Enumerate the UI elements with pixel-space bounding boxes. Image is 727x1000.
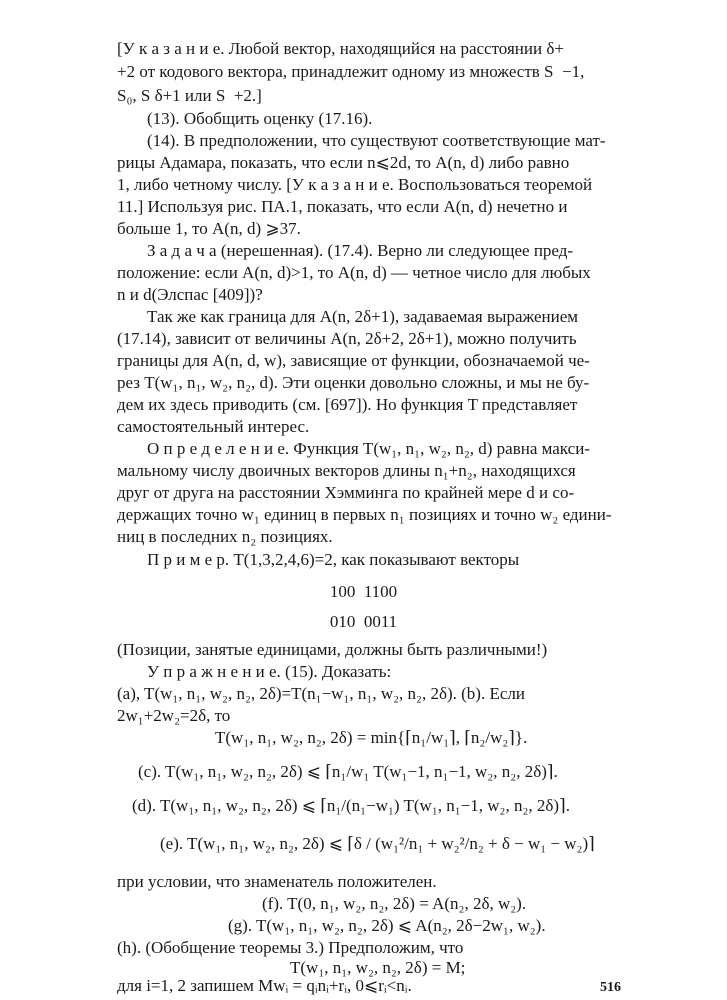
text-line: мальному числу двоичных векторов длины n₁+n₂, находящихся [117,461,576,480]
text-line: положение: если A(n, d)>1, то A(n, d) — четное число для любых [117,263,591,282]
text-line: n и d(Элспас [409])? [117,285,263,304]
formula-e: (e). T(w₁, n₁, w₂, n₂, 2δ) ⩽ ⌈δ / (w₁²/n₁ + w₂²/n₂ + δ − w₁ − w₂)⌉ [160,834,595,853]
text-line: (a), T(w₁, n₁, w₂, n₂, 2δ)=T(n₁−w₁, n₁, w₂, n₂, 2δ). (b). Если [117,684,525,703]
text-line: +2 от кодового вектора, принадлежит одному из множеств S −1, [117,62,585,81]
text-line: О п р е д е л е н и е. Функция T(w₁, n₁, w₂, n₂, d) равна макси- [147,439,590,458]
text-line: друг от друга на расстоянии Хэмминга по крайней мере d и со- [117,483,575,502]
text-line: З а д а ч а (нерешенная). (17.4). Верно ли следующее пред- [147,241,574,260]
page-number: 516 [600,980,621,995]
text-line: при условии, что знаменатель положителен. [117,872,437,891]
text-line: S₀, S δ+1 или S +2.] [117,86,262,105]
text-line: рез T(w₁, n₁, w₂, n₂, d). Эти оценки довольно сложны, и мы не бу- [117,373,590,392]
text-line: дем их здесь приводить (см. [697]). Но функция T представляет [117,395,578,414]
text-line: Так же как граница для A(n, 2δ+1), задаваемая выражением [147,307,579,326]
text-line: держащих точно w₁ единиц в первых n₁ позициях и точно w₂ едини- [117,505,612,524]
formula-h: T(w₁, n₁, w₂, n₂, 2δ) = M; [290,958,466,977]
text-line: У п р а ж н е н и е. (15). Доказать: [147,662,392,681]
text-line: самостоятельный интерес. [117,417,310,436]
text-line: 2w₁+2w₂=2δ, то [117,706,231,725]
text-line: больше 1, то A(n, d) ⩾37. [117,219,301,238]
formula-g: (g). T(w₁, n₁, w₂, n₂, 2δ) ⩽ A(n₂, 2δ−2w₁, w₂). [228,916,546,935]
formula-d: (d). T(w₁, n₁, w₂, n₂, 2δ) ⩽ ⌈n₁/(n₁−w₁) T(w₁, n₁−1, w₂, n₂, 2δ)⌉. [132,796,570,815]
text-line: 11.] Используя рис. ПА.1, показать, что если A(n, d) нечетно и [117,197,568,216]
text-line: (17.14), зависит от величины A(n, 2δ+2, 2δ+1), можно получить [117,329,577,348]
formula-f: (f). T(0, n₁, w₂, n₂, 2δ) = A(n₂, 2δ, w₂). [262,894,527,913]
text-line: П р и м е р. T(1,3,2,4,6)=2, как показывают векторы [147,550,520,569]
text-line: для i=1, 2 запишем Mwᵢ = qᵢnᵢ+rᵢ, 0⩽rᵢ<nᵢ. [117,976,412,995]
text-line: [У к а з а н и е. Любой вектор, находящийся на расстоянии δ+ [117,39,564,58]
formula-b: T(w₁, n₁, w₂, n₂, 2δ) = min{⌈n₁/w₁⌉, ⌈n₂/w₂⌉}. [215,728,528,747]
vector-line: 100 1100 [329,582,398,601]
vector-line: 010 0011 [329,612,398,631]
text-line: (13). Обобщить оценку (17.16). [147,109,373,128]
text-line: (14). В предположении, что существуют соответствующие мат- [147,131,606,150]
text-line: границы для A(n, d, w), зависящие от функции, обозначаемой че- [117,351,590,370]
text-line: ниц в последних n₂ позициях. [117,527,333,546]
formula-c: (c). T(w₁, n₁, w₂, n₂, 2δ) ⩽ ⌈n₁/w₁ T(w₁−1, n₁−1, w₂, n₂, 2δ)⌉. [138,762,558,781]
text-line: (h). (Обобщение теоремы 3.) Предположим, что [117,938,464,957]
text-line: рицы Адамара, показать, что если n⩽2d, то A(n, d) либо равно [117,153,570,172]
text-line: 1, либо четному числу. [У к а з а н и е. Воспользоваться теоремой [117,175,593,194]
text-line: (Позиции, занятые единицами, должны быть различными!) [117,640,548,659]
